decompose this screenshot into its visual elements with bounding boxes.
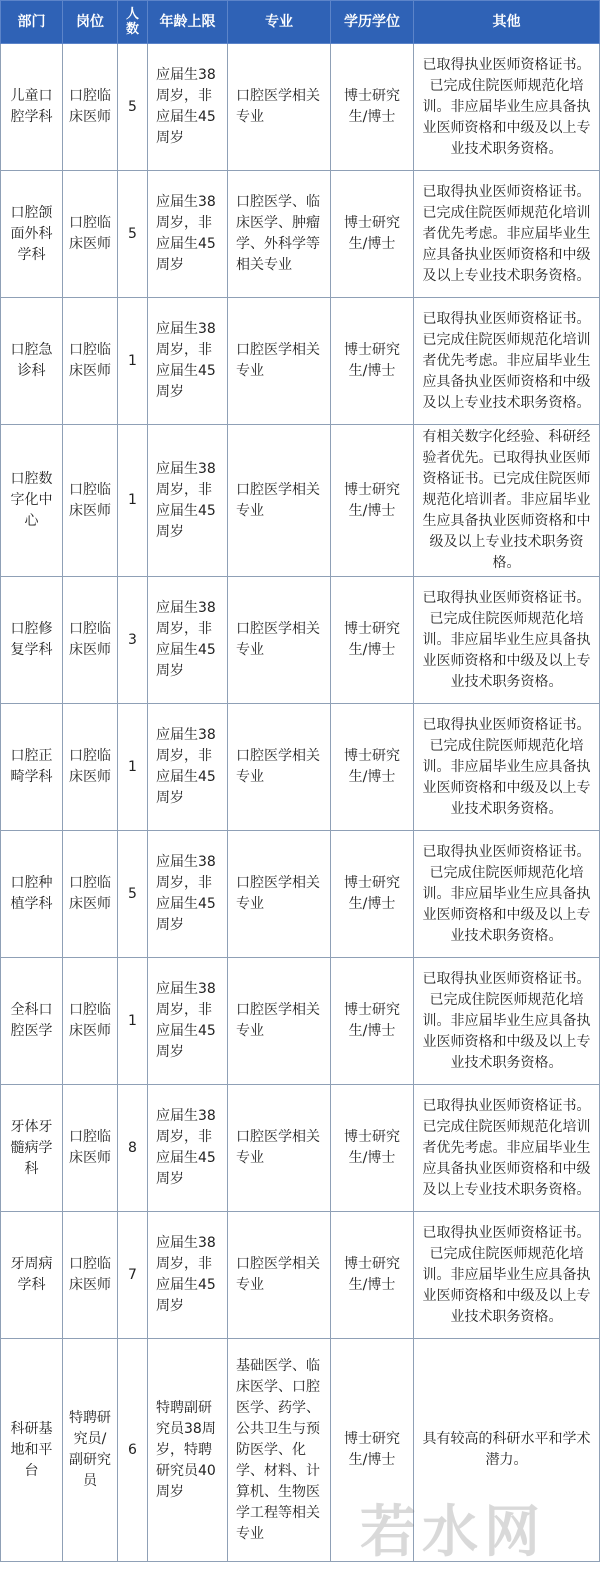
dept-cell: 口腔种植学科 — [1, 831, 63, 958]
count-cell: 1 — [118, 298, 148, 425]
major-cell: 口腔医学相关专业 — [228, 44, 331, 171]
major-cell: 口腔医学相关专业 — [228, 298, 331, 425]
header-degree: 学历学位 — [331, 1, 414, 44]
position-cell: 口腔临床医师 — [63, 1085, 118, 1212]
age-cell: 应届生38周岁，非应届生45周岁 — [148, 1085, 228, 1212]
other-cell: 已取得执业医师资格证书。已完成住院医师规范化培训者优先考虑。非应届毕业生应具备执业医师资格和中级及以上专业技术职务资格。 — [414, 298, 600, 425]
count-cell: 3 — [118, 577, 148, 704]
position-cell: 口腔临床医师 — [63, 831, 118, 958]
degree-cell: 博士研究生/博士 — [331, 171, 414, 298]
degree-cell: 博士研究生/博士 — [331, 425, 414, 577]
dept-cell: 科研基地和平台 — [1, 1339, 63, 1562]
degree-cell: 博士研究生/博士 — [331, 831, 414, 958]
degree-cell: 博士研究生/博士 — [331, 1085, 414, 1212]
other-cell: 已取得执业医师资格证书。已完成住院医师规范化培训。非应届毕业生应具备执业医师资格和中级及以上专业技术职务资格。 — [414, 831, 600, 958]
count-cell: 1 — [118, 958, 148, 1085]
position-cell: 特聘研究员/副研究员 — [63, 1339, 118, 1562]
header-other: 其他 — [414, 1, 600, 44]
major-cell: 口腔医学相关专业 — [228, 1212, 331, 1339]
dept-cell: 儿童口腔学科 — [1, 44, 63, 171]
dept-cell: 口腔颌面外科学科 — [1, 171, 63, 298]
watermark-text: 若水网 — [360, 1500, 546, 1565]
table-header-row — [1, 1, 600, 44]
position-cell: 口腔临床医师 — [63, 44, 118, 171]
age-cell: 应届生38周岁，非应届生45周岁 — [148, 831, 228, 958]
major-cell: 口腔医学相关专业 — [228, 577, 331, 704]
other-cell: 有相关数字化经验、科研经验者优先。已取得执业医师资格证书。已完成住院医师规范化培训者。非应届毕业生应具备执业医师资格和中级及以上专业技术职务资格。 — [414, 425, 600, 577]
degree-cell: 博士研究生/博士 — [331, 958, 414, 1085]
major-cell: 基础医学、临床医学、口腔医学、药学、公共卫生与预防医学、化学、材料、计算机、生物医学工程等相关专业 — [228, 1339, 331, 1562]
position-cell: 口腔临床医师 — [63, 425, 118, 577]
major-cell: 口腔医学相关专业 — [228, 1085, 331, 1212]
age-cell: 应届生38周岁，非应届生45周岁 — [148, 704, 228, 831]
degree-cell: 博士研究生/博士 — [331, 704, 414, 831]
table-row — [1, 298, 600, 425]
table-row — [1, 1212, 600, 1339]
dept-cell: 全科口腔医学 — [1, 958, 63, 1085]
age-cell: 应届生38周岁，非应届生45周岁 — [148, 298, 228, 425]
table-row — [1, 44, 600, 171]
count-cell: 1 — [118, 425, 148, 577]
count-cell: 6 — [118, 1339, 148, 1562]
age-cell: 应届生38周岁，非应届生45周岁 — [148, 171, 228, 298]
age-cell: 应届生38周岁，非应届生45周岁 — [148, 1212, 228, 1339]
count-cell: 5 — [118, 831, 148, 958]
age-cell: 应届生38周岁，非应届生45周岁 — [148, 577, 228, 704]
dept-cell: 牙周病学科 — [1, 1212, 63, 1339]
other-cell: 已取得执业医师资格证书。已完成住院医师规范化培训。非应届毕业生应具备执业医师资格和中级及以上专业技术职务资格。 — [414, 577, 600, 704]
count-cell: 8 — [118, 1085, 148, 1212]
table-row — [1, 704, 600, 831]
other-cell: 已取得执业医师资格证书。已完成住院医师规范化培训。非应届毕业生应具备执业医师资格和中级及以上专业技术职务资格。 — [414, 704, 600, 831]
header-major: 专业 — [228, 1, 331, 44]
degree-cell: 博士研究生/博士 — [331, 1212, 414, 1339]
table-row — [1, 1085, 600, 1212]
major-cell: 口腔医学相关专业 — [228, 425, 331, 577]
major-cell: 口腔医学相关专业 — [228, 831, 331, 958]
dept-cell: 口腔急诊科 — [1, 298, 63, 425]
age-cell: 应届生38周岁，非应届生45周岁 — [148, 425, 228, 577]
table-row — [1, 425, 600, 577]
major-cell: 口腔医学、临床医学、肿瘤学、外科学等相关专业 — [228, 171, 331, 298]
table-row — [1, 958, 600, 1085]
position-cell: 口腔临床医师 — [63, 171, 118, 298]
age-cell: 特聘副研究员38周岁，特聘研究员40周岁 — [148, 1339, 228, 1562]
other-cell: 已取得执业医师资格证书。已完成住院医师规范化培训者优先考虑。非应届毕业生应具备执业医师资格和中级及以上专业技术职务资格。 — [414, 171, 600, 298]
dept-cell: 口腔数字化中心 — [1, 425, 63, 577]
count-cell: 5 — [118, 44, 148, 171]
position-cell: 口腔临床医师 — [63, 1212, 118, 1339]
degree-cell: 博士研究生/博士 — [331, 298, 414, 425]
header-count: 人数 — [118, 1, 148, 44]
dept-cell: 口腔正畸学科 — [1, 704, 63, 831]
other-cell: 已取得执业医师资格证书。已完成住院医师规范化培训。非应届毕业生应具备执业医师资格和中级及以上专业技术职务资格。 — [414, 958, 600, 1085]
dept-cell: 牙体牙髓病学科 — [1, 1085, 63, 1212]
table-row — [1, 831, 600, 958]
degree-cell: 博士研究生/博士 — [331, 577, 414, 704]
header-dept: 部门 — [1, 1, 63, 44]
major-cell: 口腔医学相关专业 — [228, 704, 331, 831]
header-age: 年龄上限 — [148, 1, 228, 44]
position-cell: 口腔临床医师 — [63, 298, 118, 425]
degree-cell: 博士研究生/博士 — [331, 1339, 414, 1562]
other-cell: 已取得执业医师资格证书。已完成住院医师规范化培训。非应届毕业生应具备执业医师资格和中级及以上专业技术职务资格。 — [414, 1212, 600, 1339]
dept-cell: 口腔修复学科 — [1, 577, 63, 704]
other-cell: 已取得执业医师资格证书。已完成住院医师规范化培训。非应届毕业生应具备执业医师资格和中级及以上专业技术职务资格。 — [414, 44, 600, 171]
position-cell: 口腔临床医师 — [63, 577, 118, 704]
major-cell: 口腔医学相关专业 — [228, 958, 331, 1085]
other-cell: 具有较高的科研水平和学术潜力。 — [414, 1339, 600, 1562]
header-position: 岗位 — [63, 1, 118, 44]
position-cell: 口腔临床医师 — [63, 704, 118, 831]
degree-cell: 博士研究生/博士 — [331, 44, 414, 171]
count-cell: 5 — [118, 171, 148, 298]
other-cell: 已取得执业医师资格证书。已完成住院医师规范化培训者优先考虑。非应届毕业生应具备执业医师资格和中级及以上专业技术职务资格。 — [414, 1085, 600, 1212]
table-row — [1, 171, 600, 298]
count-cell: 1 — [118, 704, 148, 831]
age-cell: 应届生38周岁，非应届生45周岁 — [148, 44, 228, 171]
table-row — [1, 577, 600, 704]
age-cell: 应届生38周岁，非应届生45周岁 — [148, 958, 228, 1085]
count-cell: 7 — [118, 1212, 148, 1339]
position-cell: 口腔临床医师 — [63, 958, 118, 1085]
